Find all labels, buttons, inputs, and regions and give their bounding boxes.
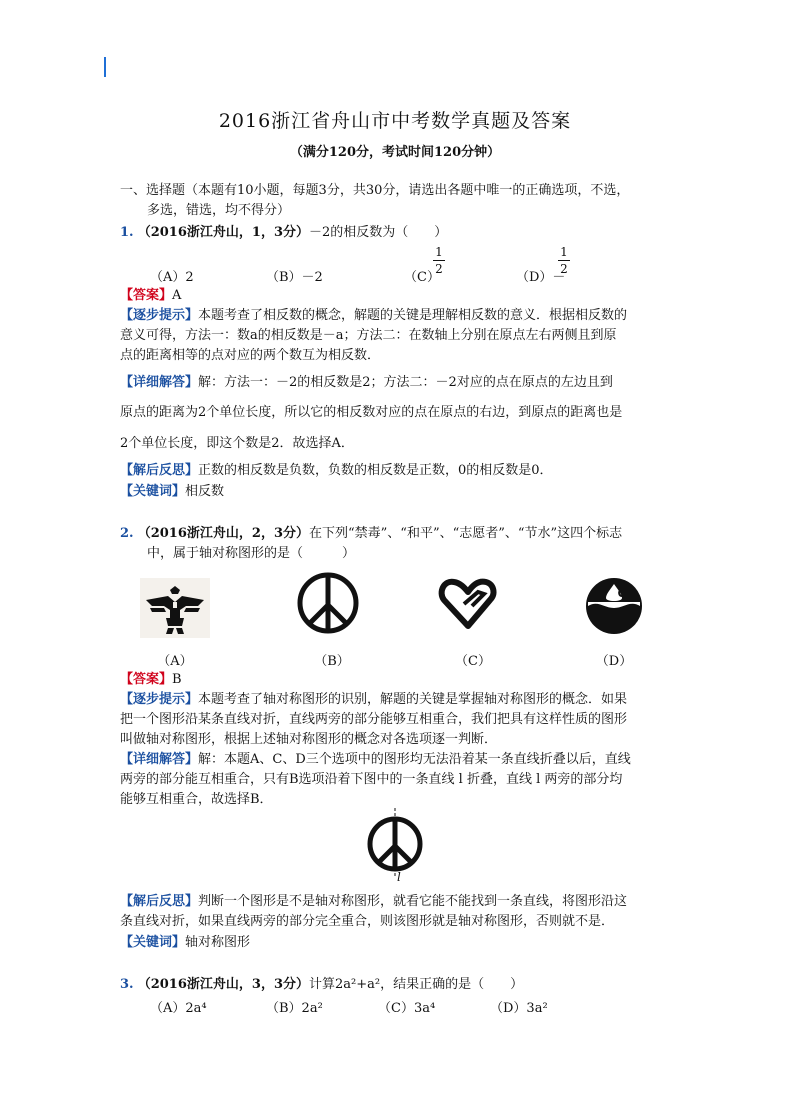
page-subtitle: （满分120分，考试时间120分钟） — [289, 145, 501, 160]
hint-tag: 【逐步提示】 — [120, 692, 199, 707]
page-title: 2016浙江省舟山市中考数学真题及答案 — [218, 110, 572, 132]
q3-option-a: （A）2a⁴ — [150, 1001, 207, 1016]
q1-option-d: （D）－ — [516, 270, 566, 285]
q2-stem-1: 在下列“禁毒”、“和平”、“志愿者”、“节水”这四个标志 — [309, 526, 623, 541]
q2-detail-text-1: 解：本题A、C、D三个选项中的图形均无法沿着某一条直线折叠以后，直线 — [198, 752, 631, 767]
answer-tag: 【答案】 — [120, 672, 173, 687]
q1-answer: A — [172, 288, 182, 303]
volunteer-heart-logo — [438, 574, 498, 632]
q3-option-d: （D）3a² — [490, 1001, 548, 1016]
q2-keyword-line — [120, 934, 250, 952]
q1-detail-line-1 — [120, 374, 613, 392]
q1-detail-line-3: 2个单位长度，即这个数是2．故选择A． — [120, 436, 354, 451]
q2-caption-d: （D） — [595, 654, 633, 669]
q1-hint-line-2: 意义可得，方法一：数a的相反数是－a；方法二：在数轴上分别在原点左右两侧且到原 — [120, 328, 617, 343]
q1-answer-line — [120, 287, 181, 305]
q2-hint-line-3: 叫做轴对称图形，根据上述轴对称图形的概念对各选项逐一判断． — [120, 732, 498, 747]
q2-keyword: 轴对称图形 — [185, 935, 251, 950]
q1-option-c: （C） — [404, 270, 440, 285]
q1-source: （2016浙江舟山，1，3分） — [137, 225, 309, 240]
q1-reflect-text: 正数的相反数是负数，负数的相反数是正数，0的相反数是0． — [198, 463, 553, 478]
q2-reflect-line-2: 条直线对折，如果直线两旁的部分完全重合，则该图形就是轴对称图形，否则就不是． — [120, 914, 615, 929]
section-heading: 一、选择题（本题有10小题，每题3分，共30分，请选出各题中唯一的正确选项，不选， — [120, 183, 630, 198]
q1-number: 1. — [120, 225, 134, 240]
axis-l-label: l — [397, 870, 401, 884]
hint-tag: 【逐步提示】 — [120, 308, 199, 323]
q2-hint-line-1 — [120, 691, 627, 709]
q1-reflect-line — [120, 462, 553, 480]
q1-option-a: （A）2 — [150, 270, 194, 285]
fraction-denominator: 2 — [560, 262, 568, 276]
q1-stem: －2的相反数为（ ） — [309, 225, 448, 240]
q1-detail-line-2: 原点的距离为2个单位长度，所以它的相反数对应的点在原点的右边，到原点的距离也是 — [120, 405, 623, 420]
q1-detail-text-1: 解：方法一：－2的相反数是2；方法二：－2对应的点在原点的左边且到 — [198, 375, 613, 390]
q3-stem: 计算2a²+a²，结果正确的是（ ） — [309, 977, 524, 992]
q2-reflect-text-1: 判断一个图形是不是轴对称图形，就看它能不能找到一条直线，将图形沿这 — [198, 894, 628, 909]
q2-detail-line-1 — [120, 751, 631, 769]
q1-hint-text-1: 本题考查了相反数的概念，解题的关键是理解相反数的意义．根据相反数的 — [198, 308, 628, 323]
q2-answer-line — [120, 671, 182, 689]
q1-keyword-line — [120, 483, 224, 501]
q1-hint-line-1 — [120, 307, 627, 325]
q1-option-c-fraction — [433, 246, 445, 275]
q2-hint-text-1: 本题考查了轴对称图形的识别，解题的关键是掌握轴对称图形的概念．如果 — [198, 692, 628, 707]
q3-option-c: （C）3a⁴ — [378, 1001, 436, 1016]
water-saving-logo — [584, 576, 644, 636]
q1-keyword: 相反数 — [185, 484, 225, 499]
fraction-denominator: 2 — [435, 262, 443, 276]
q3-option-b: （B）2a² — [266, 1001, 323, 1016]
fraction-bar — [433, 260, 445, 261]
keyword-tag: 【关键词】 — [120, 935, 186, 950]
q2-reflect-line-1 — [120, 893, 627, 911]
q2-caption-a: （A） — [157, 654, 193, 669]
detail-tag: 【详细解答】 — [120, 375, 199, 390]
q2-stem-line-2: 中，属于轴对称图形的是（ ） — [147, 546, 356, 561]
q2-detail-line-3: 能够互相重合，故选择B． — [120, 792, 273, 807]
peace-symbol-with-axis-figure — [364, 808, 426, 888]
q3-number: 3. — [120, 977, 134, 992]
q1-stem-line — [120, 224, 447, 242]
fraction-bar — [558, 260, 570, 261]
q1-option-b: （B）－2 — [266, 270, 323, 285]
q2-number: 2. — [120, 526, 134, 541]
answer-tag: 【答案】 — [120, 288, 173, 303]
q2-detail-line-2: 两旁的部分能互相重合，只有B选项沿着下图中的一条直线 l 折叠，直线 l 两旁的部分均 — [120, 772, 623, 787]
reflect-tag: 【解后反思】 — [120, 463, 199, 478]
q1-hint-line-3: 点的距离相等的点对应的两个数互为相反数． — [120, 348, 381, 363]
q2-caption-c: （C） — [455, 654, 491, 669]
reflect-tag: 【解后反思】 — [120, 894, 199, 909]
q2-source: （2016浙江舟山，2，3分） — [137, 526, 309, 541]
q2-hint-line-2: 把一个图形沿某条直线对折，直线两旁的部分能够互相重合，我们把具有这样性质的图形 — [120, 712, 628, 727]
detail-tag: 【详细解答】 — [120, 752, 199, 767]
fraction-numerator: 1 — [435, 245, 443, 259]
peace-symbol-logo — [297, 572, 359, 634]
keyword-tag: 【关键词】 — [120, 484, 186, 499]
text-cursor — [104, 57, 106, 77]
q2-answer: B — [172, 672, 182, 687]
q2-caption-b: （B） — [314, 654, 350, 669]
q3-stem-line — [120, 976, 523, 994]
section-heading-cont: 多选，错选，均不得分） — [147, 203, 291, 218]
q1-option-d-fraction — [558, 246, 570, 275]
fraction-numerator: 1 — [560, 245, 568, 259]
anti-drug-eagle-logo — [140, 578, 210, 638]
q2-stem-line-1 — [120, 525, 622, 543]
q3-source: （2016浙江舟山，3，3分） — [137, 977, 309, 992]
